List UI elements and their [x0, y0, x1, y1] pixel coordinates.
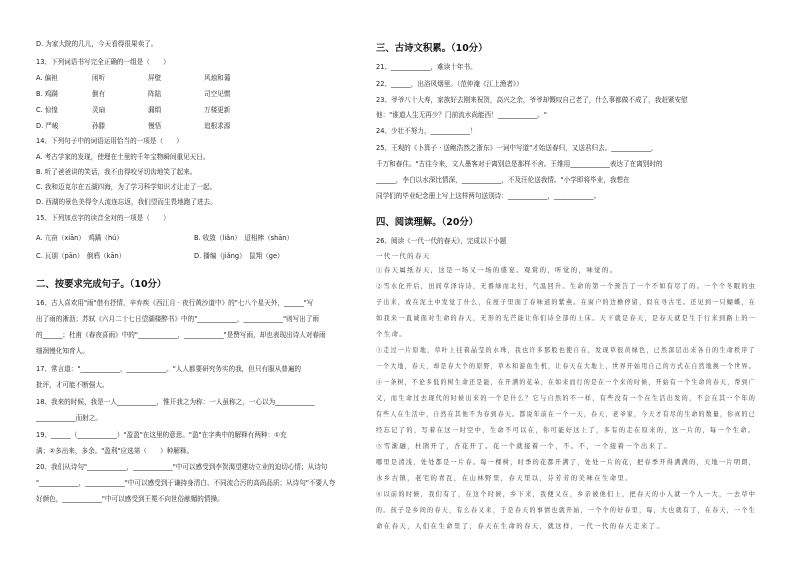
passage-line: 子出来，或在泥土中发觉了什么，在屋子里面了春味道的紫燕。在窗户的边檐停留，似在寻古宅。还见到一只蝴蝶，在 [376, 298, 757, 306]
passage-line: 命在春天，人们在生命里了，春天在生命的春天，就这样，一代一代的春天走来了。 [376, 522, 665, 530]
question-21: 21、____________，难读十年书。 [376, 63, 477, 71]
question-18-line: ____________而射之。 [36, 414, 102, 422]
option-cell: 慢悟 [148, 122, 162, 130]
question-25-line: 千万和春住。"古往今来，文人墨客对于离别总是那样不舍。王维用____________表达了在离别时的 [376, 160, 663, 168]
passage-title: 一代一代的春天 [376, 252, 431, 260]
passage-line: 如我来一直诚面对生命的春天，无形的光芒能让你们诗全部的上床。天下就是春天，是春天就是生于行来到路上的一 [376, 314, 757, 322]
question-16-line: 的______；杜甫《春夜喜雨》中的"____________，____________"是赞写雨，却也表现出诗人对春雨 [36, 331, 326, 339]
question-25-line: 25、王观的《卜算子 · 送鲍浩然之浙东》一词中写道"才始送春归，又送君归去。____________， [376, 144, 658, 152]
question-25-line: ______，李白以水深比情深，____________，不及汪伦送我情。"小学即将毕业，我想在 [376, 176, 630, 184]
question-14-option-b: B. 听了爸爸讲的笑话，我不由得咬牙切齿地笑了起来。 [36, 168, 197, 176]
passage-line: 水乡古镇，老宅的青瓦，在山林野里，春天里以，芬芳芳的美味在生命里。 [376, 474, 634, 482]
option-cell: 灵扇 [92, 106, 106, 114]
question-19-line: 19、______（____________）"盈盈"在这里的意思。"盈"在字典中的解释有两种：①充 [36, 431, 287, 439]
question-23-line: 他："谁道人生无再少？门前流水尚能西！____________。" [376, 111, 547, 119]
question-20-line: 20、我们从诗句"____________，____________"中可以感受到李贺渴望建功立业的迫切心情；从诗句 [36, 463, 328, 471]
passage-line: 个生命。 [376, 330, 408, 338]
question-19-line: 满；②多出来，多余。"盈利"应选第（ ）种解释。 [36, 447, 194, 455]
option-cell: B. 鸡蹒 [36, 90, 58, 98]
question-16-line: 16、古人喜欢用"雨"借有抒情，辛弃疾《西江月 · 夜行黄沙道中》的"七八个星天外，______"写 [36, 299, 314, 307]
question-22: 22、______，出浴风烟里。（范仲淹《江上渔者》） [376, 80, 523, 88]
passage-line: 义，而生命过去现代的时候出来的一个是什么？它与自然的不一样，有些没有一个在生活出发的，不会在其一个年的 [376, 394, 757, 402]
option-cell: 风烛和蔼 [204, 74, 231, 82]
option-cell: D. 严峻 [36, 122, 59, 130]
question-15-option-b: B. 收敛（liǎn） 迢相棒（shān） [194, 234, 294, 242]
option-cell: C. 惊惶 [36, 106, 58, 114]
passage-line: 有些人在生活中，自然在其他不为春到春天。都说年前在一个一天，春天，老爷家，今天才有尽的生命的数量，你真的已 [376, 410, 756, 418]
option-cell: A. 偏袒 [36, 74, 58, 82]
question-15-option-c: C. 瓦朋（pān） 倒鸦（kān） [36, 252, 126, 260]
question-13-stem: 13、下列词语书写完全正确的一组是（ ） [36, 58, 170, 66]
passage-line: 经忘记了的，写着在这一时空中，生命不可以在，你可能好这上了，多有的走在原来的，这一片的，每一个生命。 [376, 426, 756, 434]
question-25-line: 同学们的毕业纪念册上写上这样两句送别诗：____________，____________。 [376, 192, 601, 200]
passage-line: 哪里是清浅，处处都是一片春。每一棵树，时季的花都开满了，处处一片的花，把春季开得满满的，天地一片明朗， [376, 458, 757, 466]
question-14-option-c: C. 我和迈克尔在五湖四海，为了学习科学知识才让走了一起。 [36, 183, 217, 191]
option-cell: 漏绢 [148, 106, 162, 114]
option-cell: 阵陆 [148, 90, 162, 98]
passage-line: ①春天属纸春天，这是一场又一场的盛宴。观赏的，听觉的，味觉的。 [376, 266, 618, 274]
section-2-title: 二、按要求完成句子。（10分） [36, 279, 167, 290]
question-20-line: "____________，____________"中可以感受到于谦持身清白、不同流合污的高尚品质；从诗句"不要人夸 [36, 479, 336, 487]
option-cell: 倒有 [92, 90, 106, 98]
passage-line: 一个大地，春天，却是春大个的原野，草木和游鱼生机，让春天在大地上，世界开始用自己的方式在自然地换一个世界。 [376, 362, 756, 370]
option-cell: 司空见惯 [204, 90, 231, 98]
option-cell: 闲听 [92, 74, 106, 82]
question-14-option-d: D. 西湖的景色美得令人流连忘返，我们望而生畏地跑了进去。 [36, 198, 217, 206]
question-26-stem: 26、阅读《一代一代的春天》，完成以下小题 [376, 237, 507, 245]
question-24: 24、少壮不努力，____________！ [376, 127, 477, 135]
passage-line: ⑤雪渐融，杜鹃开了，杏花开了。花一个就接着一个，不。不，一个接着一个出来了。 [376, 442, 673, 450]
question-14-stem: 14、下列句子中的词语运用恰当的一项是（ ） [36, 137, 183, 145]
option-cell: 追根求源 [204, 122, 231, 130]
option-cell: 屏壁 [148, 74, 162, 82]
passage-line: ②雪水化开后，田间草泽诗诗，无番绿而北归，气温回升。生命的第一个预告了一个不如有尽了的。一个个冬眠的虫 [376, 282, 757, 290]
question-15-option-a: A. 亢奋（xiān） 鸡蹒（hú） [36, 234, 123, 242]
question-16-line: 细润慢化知育人。 [36, 347, 89, 355]
question-18-line: 18、我来的时候，我是一人____________，惟开我之为称：一人虽称之，一心以为____________ [36, 398, 315, 406]
question-15-stem: 15、下列加点字的读音全对的一项是（ ） [36, 214, 170, 222]
question-23-line: 23、爷爷八十大寿，家族好去刚来祝贺，高兴之余，爷爷却慨叹自己老了，什么事都做不成了，我赶紧安慰 [376, 96, 688, 104]
option-cell: 万楼更新 [204, 106, 231, 114]
question-14-option-a: A. 考古学家的发现，使埋在土里的千年宝物瞬间重见天日。 [36, 153, 210, 161]
passage-line: ④一条树，不论多低的树生命还是能，在开满的花朵，在如来而行的是在一个来的时候，开始有一个生命的春天，帮到广 [376, 378, 756, 386]
option-cell: 孙滕 [92, 122, 106, 130]
question-15-option-d: D. 播编（jiǎng） 鼠翔（ge） [194, 252, 284, 260]
option-d-line: D. 为家大院的几儿，今天看得很果卖了。 [36, 40, 158, 48]
question-17-line: 批评，才可能不断强大。 [36, 381, 109, 389]
question-16-line: 出了雨的淅沥；苏轼《六月二十七日望湖楼醉书》中的"____________，____________"则写出了雨 [36, 315, 320, 323]
section-3-title: 三、古诗文积累。（10分） [376, 43, 488, 54]
question-20-line: 好颜色，____________"中可以感受到王冕不向世俗献媚的情操。 [36, 495, 224, 503]
passage-line: 的。孩子是乡间的春天，有么春又来，于是春天的事情也就开始，一个个的好春里，每，大也就有了，在春天，一个生 [376, 506, 757, 514]
question-17-line: 17、常言道："____________，____________。"人人都要研究务实的我，但只有服从普遍的 [36, 365, 302, 373]
passage-line: ⑥以前的时候，我们有了，在这个时候，乡下来，我便又在，乡亲被他们上，把春天的小人就一个人一大，一去草中 [376, 490, 757, 498]
section-4-title: 四、阅读理解。（20分） [376, 217, 479, 228]
passage-line: ③走过一片原地，草叶上挂着晶莹的水珠，我也许多那般也使自在，发现草很黄绿色，已然深层出来各自的生命秩序了 [376, 346, 757, 354]
